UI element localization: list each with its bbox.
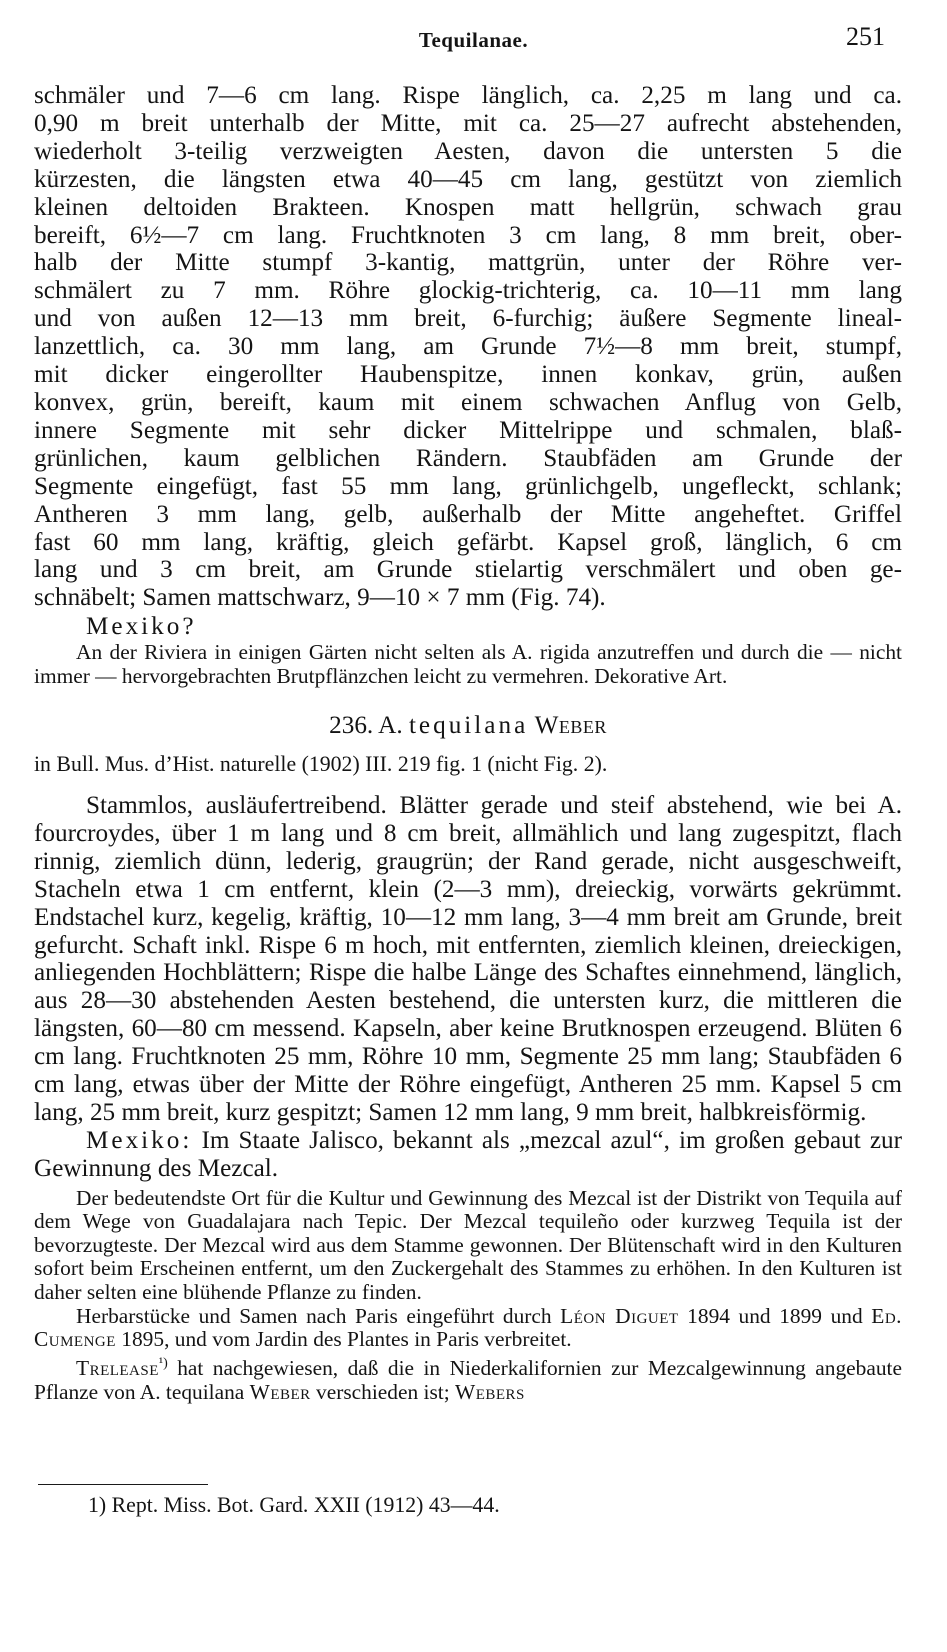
species-description: Stammlos, ausläufertreibend. Blätter gerade und steif abstehend, wie bei A. fourcroydes, über 1 m lang und 8 cm breit, allmählich und lang zugespitzt, flach rinnig, ziemlich dünn, lederig, graugrün; der Rand gerade, nicht ausgeschweift, Stacheln etwa 1 cm entfernt, klein (2—3 mm), dreieckig, vorwärts gekrümmt. Endstachel kurz, kegelig, kräftig, 10—12 mm lang, 3—4 mm breit am Grunde, breit gefurcht. Schaft inkl. Rispe 6 m hoch, mit entfernten, ziemlich kleinen, dreieckigen, anliegenden Hochblättern; Rispe die halbe Länge des Schaftes einnehmend, länglich, aus 28—30 abstehenden Aesten bestehend, die untersten kurz, die mittleren die längsten, 60—80 cm messend. Kapseln, aber keine Brutknospen erzeugend. Blüten 6 cm lang. Fruchtknoten 25 mm, Röhre 10 mm, Segmente 25 mm lang; Staubfäden 6 cm lang, etwas über der Mitte der Röhre eingefügt, Antheren 25 mm. Kapsel 5 cm lang, 25 mm breit, kurz gespitzt; Samen 12 mm lang, 9 mm breit, halbkreisförmig. (34, 792, 902, 1126)
running-title: Tequilanae. (418, 28, 529, 52)
species-author: Weber (534, 712, 607, 739)
description-line: kürzesten, die längsten etwa 40—45 cm lang, gestützt von ziemlich (34, 165, 902, 193)
herbarium-note (34, 1305, 902, 1352)
running-head (0, 22, 947, 58)
footnote-marker: ¹) (158, 1355, 168, 1371)
previous-species-description (34, 82, 902, 688)
description-line: halb der Mitte stumpf 3-kantig, mattgrün, unter der Röhre ver- (34, 249, 902, 277)
author-trelease: Trelease (76, 1355, 159, 1380)
description-line: und von außen 12—13 mm breit, 6-furchig; äußere Segmente lineal- (34, 305, 902, 333)
trelease-note (34, 1352, 902, 1404)
description-line: 0,90 m breit unterhalb der Mitte, mit ca. 25—27 aufrecht abstehenden, (34, 109, 902, 137)
description-line: mit dicker eingerollter Haubenspitze, innen konkav, grün, außen (34, 361, 902, 389)
description-line: konvex, grün, bereift, kaum mit einem schwachen Anflug von Gelb, (34, 388, 902, 416)
species-citation: in Bull. Mus. d’Hist. naturelle (1902) III. 219 fig. 1 (nicht Fig. 2). (34, 752, 608, 776)
author-weber: Weber (249, 1379, 311, 1404)
species-heading (34, 710, 902, 742)
trelease-text-2: verschieden ist; (310, 1379, 456, 1404)
trelease-text-1: hat nachgewiesen, daß die in Niederkalifornien zur Mezcalgewinnung angebaute Pflanze von A. tequilana (34, 1355, 902, 1404)
description-line: wiederholt 3-teilig verzweigten Aesten, davon die untersten 5 die (34, 137, 902, 165)
description-line: lanzettlich, ca. 30 mm lang, am Grunde 7½—8 mm breit, stumpf, (34, 333, 902, 361)
description-line: bereift, 6½—7 cm lang. Fruchtknoten 3 cm lang, 8 mm breit, ober- (34, 221, 902, 249)
footnote: 1) Rept. Miss. Bot. Gard. XXII (1912) 43—44. (88, 1493, 500, 1517)
species-number: 236. (329, 712, 374, 739)
collector-diguet: Léon Diguet (560, 1303, 679, 1328)
cultivation-note: An der Riviera in einigen Gärten nicht selten als A. rigida anzutreffen und durch die — nicht immer — hervorgebrachten Brutpflänzchen leicht zu vermehren. Dekorative Art. (34, 640, 902, 688)
herbarium-text-2: 1894 und 1899 und (678, 1303, 872, 1328)
description-line: schmäler und 7—6 cm lang. Rispe länglich, ca. 2,25 m lang und ca. (34, 82, 902, 109)
mezcal-note: Der bedeutendste Ort für die Kultur und Gewinnung des Mezcal ist der Distrikt von Tequila auf dem Wege von Guadalajara nach Tepic. Der Mezcal tequileño oder kurzweg Tequila ist der bevorzugteste. Der Mezcal wird aus dem Stamme gewonnen. Der Blütenschaft wird in den Kulturen sofort beim Erscheinen entfernt, um den Zuckergehalt des Stammes zu erhöhen. In den Kulturen ist daher selten eine blühende Pflanze zu finden. (34, 1185, 902, 1305)
species-region-paragraph (34, 1127, 902, 1183)
region-label: Mexiko? (86, 613, 197, 641)
herbarium-text-1: Herbarstücke und Samen nach Paris eingeführt durch (76, 1303, 561, 1328)
description-line: schnäbelt; Samen mattschwarz, 9—10 × 7 mm (Fig. 74). (34, 584, 606, 612)
description-line: grünlichen, kaum gelblichen Rändern. Staubfäden am Grunde der (34, 444, 902, 472)
description-line: Antheren 3 mm lang, gelb, außerhalb der Mitte angeheftet. Griffel (34, 500, 902, 528)
collector-cumenge: Ed. Cumenge (34, 1303, 902, 1352)
description-line: lang und 3 cm breit, am Grunde stielartig verschmälert und oben ge- (34, 556, 902, 584)
page-number: 251 (846, 22, 885, 51)
description-line: innere Segmente mit sehr dicker Mittelrippe und schmalen, blaß- (34, 416, 902, 444)
species-genus: A. (378, 712, 403, 739)
species-region-text: Im Staate Jalisco, bekannt als „mezcal azul“, im großen gebaut zur Gewinnung des Mezcal. (34, 1126, 903, 1182)
herbarium-text-3: 1895, und vom Jardin des Plantes in Paris verbreitet. (115, 1327, 572, 1352)
species-epithet: tequilana (408, 712, 529, 739)
species-region-label: Mexiko: (86, 1126, 193, 1154)
species-236 (34, 710, 902, 1404)
description-line: schmälert zu 7 mm. Röhre glockig-trichterig, ca. 10—11 mm lang (34, 277, 902, 305)
description-line: fast 60 mm lang, kräftig, gleich gefärbt. Kapsel groß, länglich, 6 cm (34, 528, 902, 556)
description-line: kleinen deltoiden Brakteen. Knospen matt hellgrün, schwach grau (34, 193, 902, 221)
author-webers: Webers (455, 1379, 525, 1404)
description-lines (34, 82, 902, 612)
region-line (34, 612, 902, 641)
description-line: Segmente eingefügt, fast 55 mm lang, grünlichgelb, ungefleckt, schlank; (34, 472, 902, 500)
footnote-divider (38, 1484, 208, 1485)
